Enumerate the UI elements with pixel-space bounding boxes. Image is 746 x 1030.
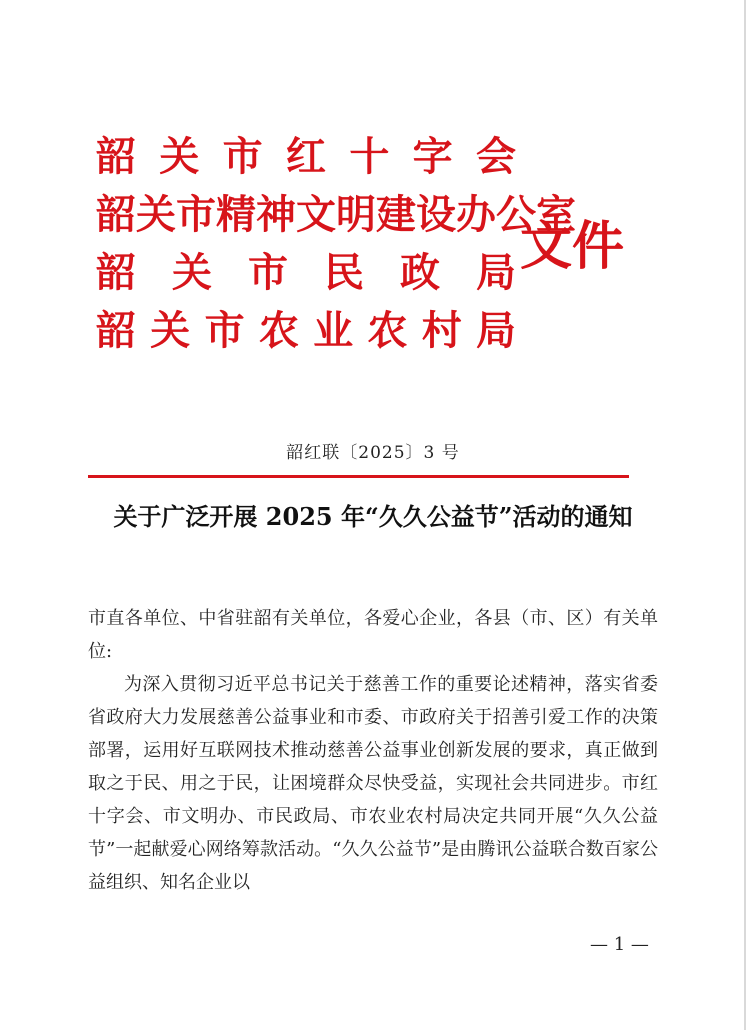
red-separator-line — [88, 475, 629, 478]
body-paragraph: 为深入贯彻习近平总书记关于慈善工作的重要论述精神，落实省委省政府大力发展慈善公益事业和市委、市政府关于招善引爱工作的决策部署，运用好互联网技术推动慈善公益事业创新发展的要求，真正做到取之于民、用之于民，让困境群众尽快受益，实现社会共同进步。市红十字会、市文明办、市民政局、市农业农村局决定共同开展“久久公益节”一起献爱心网络筹款活动。“久久公益节”是由腾讯公益联合数百家公益组织、知名企业以 — [88, 674, 658, 893]
page-number: — 1 — — [590, 934, 649, 955]
issuer-agriculture: 韶关市农业农村局 — [96, 307, 516, 354]
salutation: 市直各单位、中省驻韶有关单位，各爱心企业，各县（市、区）有关单位: — [88, 608, 658, 662]
notice-title: 关于广泛开展 2025 年“久久公益节”活动的通知 — [113, 502, 633, 531]
issuer-civil-affairs: 韶关市民政局 — [96, 249, 516, 296]
document-number: 韶红联〔2025〕3 号 — [286, 443, 460, 463]
notice-body — [88, 602, 658, 899]
issuer-red-cross: 韶关市红十字会 — [96, 133, 516, 180]
document-label: 文件 — [520, 216, 625, 277]
issuer-civilization-office: 韶关市精神文明建设办公室 — [96, 191, 576, 238]
